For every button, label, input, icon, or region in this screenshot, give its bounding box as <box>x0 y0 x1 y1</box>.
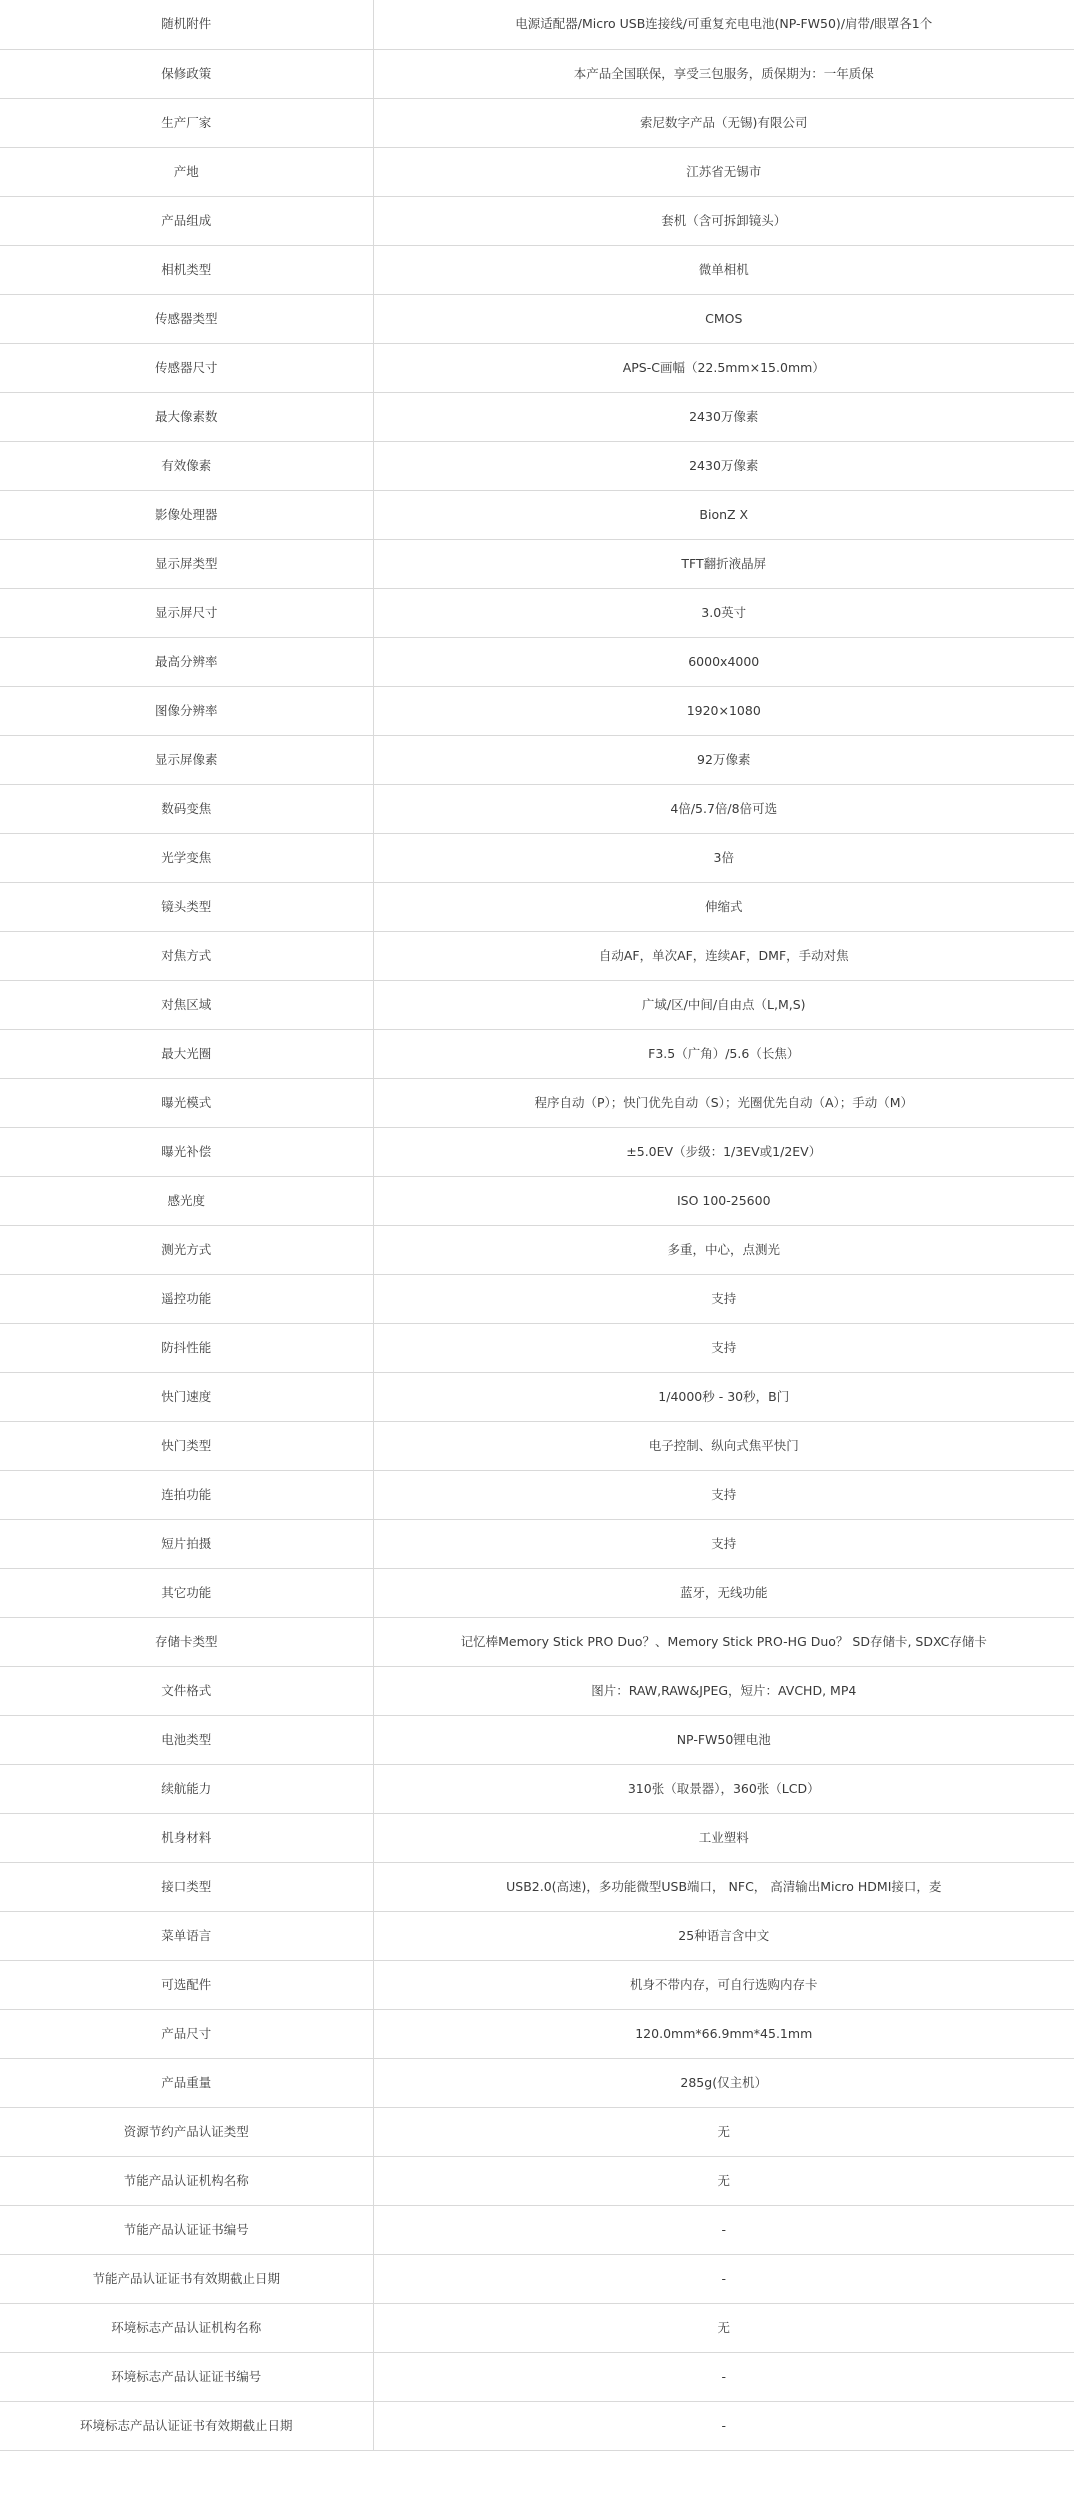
spec-value: 2430万像素 <box>373 441 1074 490</box>
spec-row <box>0 735 1074 784</box>
spec-label: 环境标志产品认证证书有效期截止日期 <box>0 2401 373 2450</box>
spec-label: 生产厂家 <box>0 98 373 147</box>
spec-row <box>0 1274 1074 1323</box>
spec-row <box>0 1519 1074 1568</box>
spec-label: 接口类型 <box>0 1862 373 1911</box>
spec-row <box>0 147 1074 196</box>
spec-row <box>0 2107 1074 2156</box>
spec-value: 自动AF，单次AF，连续AF，DMF，手动对焦 <box>373 931 1074 980</box>
spec-value: 2430万像素 <box>373 392 1074 441</box>
spec-row <box>0 1225 1074 1274</box>
spec-value: 3倍 <box>373 833 1074 882</box>
spec-label: 防抖性能 <box>0 1323 373 1372</box>
spec-value: USB2.0(高速)，多功能微型USB端口， NFC， 高清输出Micro HDMI接口，麦 <box>373 1862 1074 1911</box>
spec-label: 对焦方式 <box>0 931 373 980</box>
spec-row <box>0 1127 1074 1176</box>
spec-row <box>0 1813 1074 1862</box>
spec-label: 数码变焦 <box>0 784 373 833</box>
spec-row <box>0 441 1074 490</box>
spec-row <box>0 1421 1074 1470</box>
spec-label: 保修政策 <box>0 49 373 98</box>
spec-value: - <box>373 2352 1074 2401</box>
spec-value: 310张（取景器），360张（LCD） <box>373 1764 1074 1813</box>
spec-row <box>0 1470 1074 1519</box>
spec-label: 曝光补偿 <box>0 1127 373 1176</box>
spec-label: 产地 <box>0 147 373 196</box>
spec-label: 存储卡类型 <box>0 1617 373 1666</box>
spec-row <box>0 1617 1074 1666</box>
spec-value: 无 <box>373 2156 1074 2205</box>
spec-row <box>0 1960 1074 2009</box>
spec-value: 微单相机 <box>373 245 1074 294</box>
spec-row <box>0 1029 1074 1078</box>
spec-value: 无 <box>373 2303 1074 2352</box>
spec-value: 蓝牙，无线功能 <box>373 1568 1074 1617</box>
spec-label: 其它功能 <box>0 1568 373 1617</box>
spec-label: 短片拍摄 <box>0 1519 373 1568</box>
spec-value: 本产品全国联保，享受三包服务，质保期为：一年质保 <box>373 49 1074 98</box>
spec-row <box>0 294 1074 343</box>
spec-row <box>0 539 1074 588</box>
spec-value: 广域/区/中间/自由点（L,M,S) <box>373 980 1074 1029</box>
spec-label: 感光度 <box>0 1176 373 1225</box>
spec-row <box>0 1568 1074 1617</box>
spec-label: 测光方式 <box>0 1225 373 1274</box>
spec-row <box>0 2303 1074 2352</box>
spec-row <box>0 980 1074 1029</box>
spec-row <box>0 2205 1074 2254</box>
spec-label: 传感器尺寸 <box>0 343 373 392</box>
spec-row <box>0 1715 1074 1764</box>
spec-label: 文件格式 <box>0 1666 373 1715</box>
spec-label: 环境标志产品认证机构名称 <box>0 2303 373 2352</box>
spec-row <box>0 2352 1074 2401</box>
spec-label: 电池类型 <box>0 1715 373 1764</box>
spec-label: 节能产品认证机构名称 <box>0 2156 373 2205</box>
spec-value: 无 <box>373 2107 1074 2156</box>
spec-label: 镜头类型 <box>0 882 373 931</box>
spec-value: 1920×1080 <box>373 686 1074 735</box>
spec-row <box>0 392 1074 441</box>
spec-row <box>0 637 1074 686</box>
spec-label: 有效像素 <box>0 441 373 490</box>
spec-label: 产品组成 <box>0 196 373 245</box>
spec-row <box>0 2156 1074 2205</box>
spec-value: F3.5（广角）/5.6（长焦） <box>373 1029 1074 1078</box>
spec-label: 显示屏像素 <box>0 735 373 784</box>
spec-label: 产品尺寸 <box>0 2009 373 2058</box>
spec-row <box>0 931 1074 980</box>
spec-row <box>0 49 1074 98</box>
spec-label: 光学变焦 <box>0 833 373 882</box>
spec-value: 支持 <box>373 1323 1074 1372</box>
spec-row <box>0 784 1074 833</box>
spec-label: 显示屏尺寸 <box>0 588 373 637</box>
spec-row <box>0 1323 1074 1372</box>
spec-label: 产品重量 <box>0 2058 373 2107</box>
spec-label: 图像分辨率 <box>0 686 373 735</box>
spec-label: 节能产品认证证书有效期截止日期 <box>0 2254 373 2303</box>
spec-label: 影像处理器 <box>0 490 373 539</box>
spec-value: BionZ X <box>373 490 1074 539</box>
spec-row <box>0 1666 1074 1715</box>
spec-value: 电子控制、纵向式焦平快门 <box>373 1421 1074 1470</box>
spec-label: 遥控功能 <box>0 1274 373 1323</box>
spec-row <box>0 1764 1074 1813</box>
spec-value: 支持 <box>373 1519 1074 1568</box>
spec-value: TFT翻折液晶屏 <box>373 539 1074 588</box>
spec-label: 对焦区域 <box>0 980 373 1029</box>
spec-label: 曝光模式 <box>0 1078 373 1127</box>
spec-row <box>0 588 1074 637</box>
spec-row <box>0 2009 1074 2058</box>
spec-label: 连拍功能 <box>0 1470 373 1519</box>
spec-row <box>0 2254 1074 2303</box>
spec-value: - <box>373 2205 1074 2254</box>
spec-label: 快门速度 <box>0 1372 373 1421</box>
spec-value: 支持 <box>373 1274 1074 1323</box>
spec-label: 显示屏类型 <box>0 539 373 588</box>
spec-value: CMOS <box>373 294 1074 343</box>
spec-label: 节能产品认证证书编号 <box>0 2205 373 2254</box>
spec-value: 索尼数字产品（无锡)有限公司 <box>373 98 1074 147</box>
spec-label: 最大光圈 <box>0 1029 373 1078</box>
spec-label: 快门类型 <box>0 1421 373 1470</box>
spec-row <box>0 2058 1074 2107</box>
spec-value: 工业塑料 <box>373 1813 1074 1862</box>
spec-label: 可选配件 <box>0 1960 373 2009</box>
spec-value: 记忆棒Memory Stick PRO Duo？、Memory Stick PRO-HG Duo？ SD存储卡, SDXC存储卡 <box>373 1617 1074 1666</box>
spec-value: 92万像素 <box>373 735 1074 784</box>
spec-label: 随机附件 <box>0 0 373 49</box>
spec-row <box>0 833 1074 882</box>
spec-label: 传感器类型 <box>0 294 373 343</box>
spec-value: 120.0mm*66.9mm*45.1mm <box>373 2009 1074 2058</box>
spec-value: 285g(仅主机） <box>373 2058 1074 2107</box>
spec-value: 套机（含可拆卸镜头） <box>373 196 1074 245</box>
spec-value: 江苏省无锡市 <box>373 147 1074 196</box>
spec-value: 多重，中心，点测光 <box>373 1225 1074 1274</box>
spec-row <box>0 0 1074 49</box>
spec-row <box>0 2401 1074 2450</box>
spec-row <box>0 1078 1074 1127</box>
spec-value: ISO 100-25600 <box>373 1176 1074 1225</box>
spec-value: - <box>373 2401 1074 2450</box>
spec-value: 电源适配器/Micro USB连接线/可重复充电电池(NP-FW50)/肩带/眼罩各1个 <box>373 0 1074 49</box>
spec-value: 6000x4000 <box>373 637 1074 686</box>
spec-row <box>0 1911 1074 1960</box>
spec-row <box>0 245 1074 294</box>
spec-label: 相机类型 <box>0 245 373 294</box>
spec-label: 机身材料 <box>0 1813 373 1862</box>
spec-value: 程序自动（P）；快门优先自动（S）；光圈优先自动（A）；手动（M） <box>373 1078 1074 1127</box>
spec-value: 伸缩式 <box>373 882 1074 931</box>
spec-row <box>0 1862 1074 1911</box>
spec-row <box>0 196 1074 245</box>
spec-row <box>0 882 1074 931</box>
spec-label: 环境标志产品认证证书编号 <box>0 2352 373 2401</box>
spec-row <box>0 686 1074 735</box>
spec-row <box>0 1372 1074 1421</box>
spec-value: - <box>373 2254 1074 2303</box>
spec-value: 机身不带内存，可自行选购内存卡 <box>373 1960 1074 2009</box>
spec-label: 资源节约产品认证类型 <box>0 2107 373 2156</box>
spec-value: 1/4000秒 - 30秒，B门 <box>373 1372 1074 1421</box>
spec-value: 3.0英寸 <box>373 588 1074 637</box>
spec-value: ±5.0EV（步级：1/3EV或1/2EV） <box>373 1127 1074 1176</box>
spec-label: 最高分辨率 <box>0 637 373 686</box>
spec-value: 支持 <box>373 1470 1074 1519</box>
spec-row <box>0 1176 1074 1225</box>
spec-value: 图片：RAW,RAW&JPEG，短片：AVCHD, MP4 <box>373 1666 1074 1715</box>
spec-value: 25种语言含中文 <box>373 1911 1074 1960</box>
spec-row <box>0 98 1074 147</box>
spec-row <box>0 490 1074 539</box>
spec-value: 4倍/5.7倍/8倍可选 <box>373 784 1074 833</box>
spec-label: 续航能力 <box>0 1764 373 1813</box>
spec-row <box>0 343 1074 392</box>
spec-label: 最大像素数 <box>0 392 373 441</box>
spec-value: APS-C画幅（22.5mm×15.0mm） <box>373 343 1074 392</box>
spec-label: 菜单语言 <box>0 1911 373 1960</box>
spec-value: NP-FW50锂电池 <box>373 1715 1074 1764</box>
